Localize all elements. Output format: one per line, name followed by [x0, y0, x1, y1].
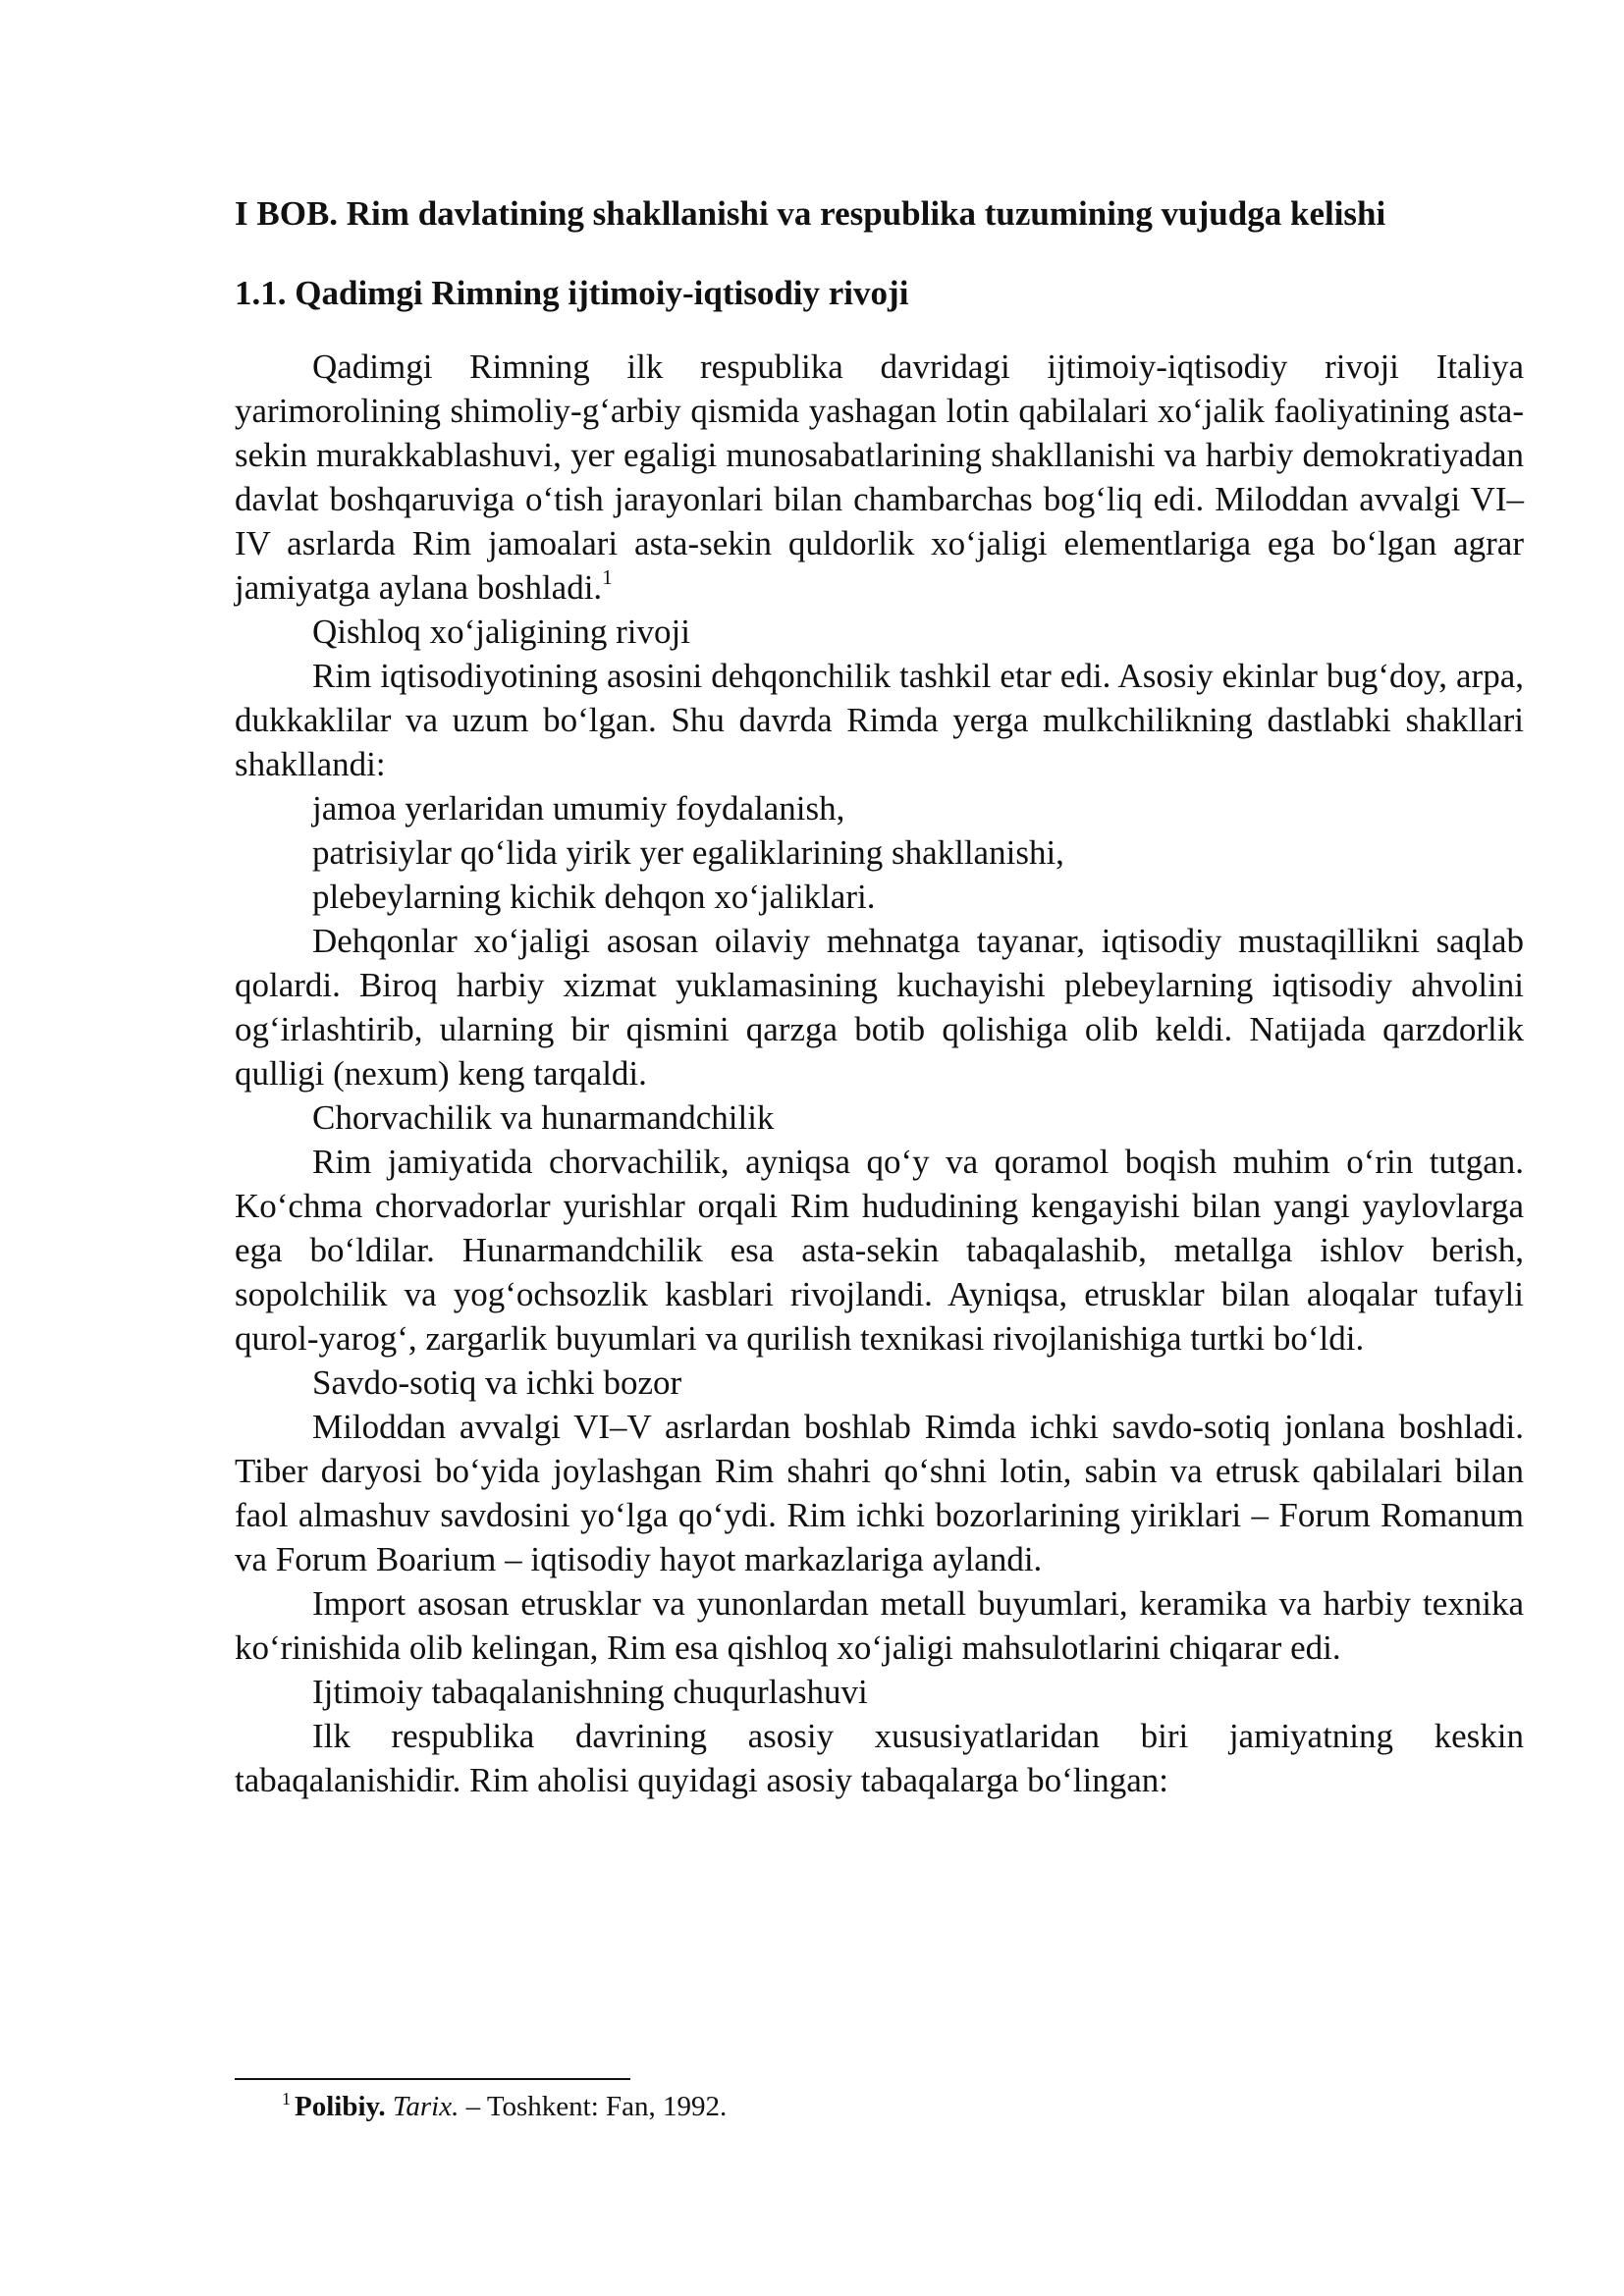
subheading-social: Ijtimoiy tabaqalanishning chuqurlashuvi	[312, 1673, 868, 1711]
footnote-separator	[235, 2078, 630, 2080]
list-item: patrisiylar qo‘lida yirik yer egaliklarining shakllanishi,	[312, 833, 1064, 872]
paragraph-intro-text: Qadimgi Rimning ilk respublika davridagi ijtimoiy-iqtisodiy rivoji Italiya yarimorolining shimoliy-g‘arbiy qismida yashagan lotin qabilalari xo‘jalik faoliyatining asta-sekin murakkablashuvi, yer egaligi munosabatlarining shakllanishi va harbiy demokratiyadan davlat boshqaruviga o‘tish jarayonlari bilan chambarchas bog‘liq edi. Miloddan avvalgi VI–IV asrlarda Rim jamoalari asta-sekin quldorlik xo‘jaligi elementlariga ega bo‘lgan agrar jamiyatga aylana boshladi.	[235, 347, 1524, 607]
list-item: plebeylarning kichik dehqon xo‘jaliklari.	[312, 878, 876, 916]
footnote-author: Polibiy.	[295, 2091, 386, 2122]
chapter-title: I BOB. Rim davlatining shakllanishi va respublika tuzumining vujudga kelishi	[235, 194, 1386, 233]
footnote-reference[interactable]: 1	[602, 565, 613, 589]
paragraph-social: Ilk respublika davrining asosiy xususiyatlaridan biri jamiyatning keskin tabaqalanishidir. Rim aholisi quyidagi asosiy tabaqalarga bo‘lingan:	[235, 1717, 1524, 1799]
footnote-title: Tarix.	[392, 2091, 460, 2122]
paragraph-livestock: Rim jamiyatida chorvachilik, ayniqsa qo‘y va qoramol boqish muhim o‘rin tutgan. Ko‘chma chorvadorlar yurishlar orqali Rim hududining kengayishi bilan yangi yaylovlarga ega bo‘ldilar. Hunarmandchilik esa asta-sekin tabaqalashib, metallga ishlov berish, sopolchilik va yog‘ochsozlik kasblari rivojlandi. Ayniqsa, etrusklar bilan aloqalar tufayli qurol-yarog‘, zargarlik buyumlari va qurilish texnikasi rivojlanishiga turtki bo‘ldi.	[235, 1143, 1524, 1358]
subheading-trade: Savdo-sotiq va ichki bozor	[312, 1363, 682, 1402]
paragraph-trade: Miloddan avvalgi VI–V asrlardan boshlab Rimda ichki savdo-sotiq jonlana boshladi. Tiber daryosi bo‘yida joylashgan Rim shahri qo‘shni lotin, sabin va etrusk qabilalari bilan faol almashuv savdosini yo‘lga qo‘ydi. Rim ichki bozorlarining yiriklari – Forum Romanum va Forum Boarium – iqtisodiy hayot markazlariga aylandi.	[235, 1408, 1524, 1578]
paragraph-import: Import asosan etrusklar va yunonlardan metall buyumlari, keramika va harbiy texnika ko‘rinishida olib kelingan, Rim esa qishloq xo‘jaligi mahsulotlarini chiqarar edi.	[235, 1584, 1524, 1667]
footnote-publication: – Toshkent: Fan, 1992.	[465, 2091, 728, 2122]
footnote	[282, 2089, 727, 2124]
footnote-mark: 1	[282, 2089, 291, 2109]
paragraph-intro	[235, 345, 1524, 610]
subheading-livestock: Chorvachilik va hunarmandchilik	[312, 1098, 775, 1137]
paragraph-agriculture: Rim iqtisodiyotining asosini dehqonchilik tashkil etar edi. Asosiy ekinlar bug‘doy, arpa, dukkaklilar va uzum bo‘lgan. Shu davrda Rimda yerga mulkchilikning dastlabki shakllari shakllandi:	[235, 657, 1524, 783]
list-item: jamoa yerlaridan umumiy foydalanish,	[312, 789, 845, 828]
paragraph-farming: Dehqonlar xo‘jaligi asosan oilaviy mehnatga tayanar, iqtisodiy mustaqillikni saqlab qolardi. Biroq harbiy xizmat yuklamasining kuchayishi plebeylarning iqtisodiy ahvolini og‘irlashtirib, ularning bir qismini qarzga botib qolishiga olib keldi. Natijada qarzdorlik qulligi (nexum) keng tarqaldi.	[235, 922, 1524, 1093]
document-page	[235, 191, 1524, 1802]
section-title: 1.1. Qadimgi Rimning ijtimoiy-iqtisodiy rivoji	[235, 274, 909, 312]
subheading-agriculture: Qishloq xo‘jaligining rivoji	[312, 613, 690, 651]
